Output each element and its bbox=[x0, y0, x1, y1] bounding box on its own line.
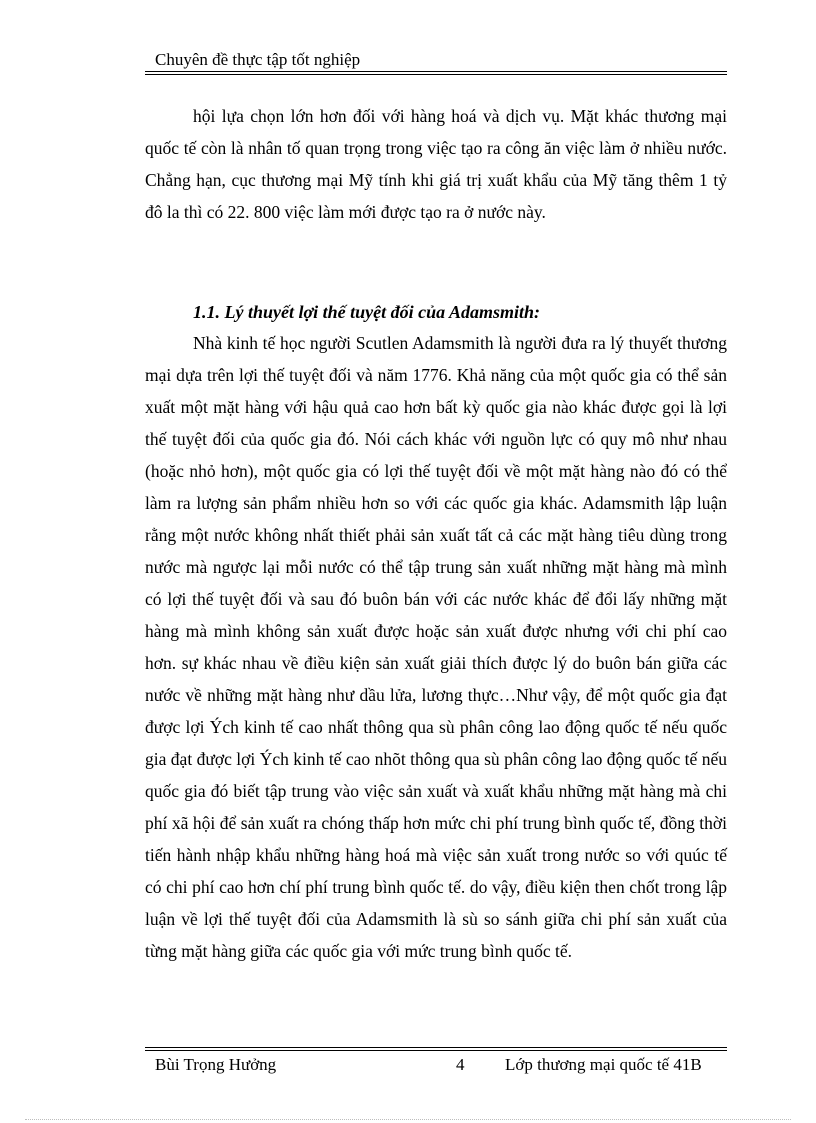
section-paragraph: Nhà kinh tế học người Scutlen Adamsmith là người đưa ra lý thuyết thương mại dựa trên lợi thế tuyệt đối và năm 1776. Khả năng của một quốc gia có thể sản xuất một mặt hàng với hậu quả cao hơn bất kỳ quốc gia nào khác được gọi là lợi thế tuyệt đối của quốc gia đó. Nói cách khác với nguồn lực có quy mô như nhau (hoặc nhỏ hơn), một quốc gia có lợi thế tuyệt đối về một mặt hàng nào đó có thể làm ra lượng sản phẩm nhiều hơn so với các quốc gia khác. Adamsmith lập luận rằng một nước không nhất thiết phải sản xuất tất cả các mặt hàng tiêu dùng trong nước mà ngược lại mỗi nước có thể tập trung sản xuất những mặt hàng mà mình có lợi thế tuyệt đối và sau đó buôn bán với các nước khác để đổi lấy những mặt hàng mà mình không sản xuất được hoặc sản xuất được nhưng với chi phí cao hơn. sự khác nhau về điều kiện sản xuất giải thích được lý do buôn bán giữa các nước về những mặt hàng như dầu lửa, lương thực…Như vậy, để một quốc gia đạt được lợi Ých kinh tế cao nhất thông qua sù phân công lao động quốc tế nếu quốc gia đạt được lợi Ých kinh tế cao nhõt thông qua sù phân công lao động quốc tế nếu quốc gia đó biết tập trung vào việc sản xuất và xuất khẩu những mặt hàng mà chi phí xã hội để sản xuất ra chóng thấp hơn mức chi phí trung bình quốc tế, đồng thời tiến hành nhập khẩu những hàng hoá mà việc sản xuất trong nước so với quúc tế có chi phí cao hơn chí phí trung bình quốc tế. do vậy, điều kiện then chốt trong lập luận về lợi thế tuyệt đối của Adamsmith là sù so sánh giữa chi phí sản xuất của từng mặt hàng giữa các quốc gia với mức trung bình quốc tế. bbox=[145, 333, 727, 961]
page-bottom-dotted-edge bbox=[25, 1119, 791, 1120]
section-heading: 1.1. Lý thuyết lợi thế tuyệt đối của Adamsmith: bbox=[193, 302, 540, 322]
footer-rule-bottom bbox=[145, 1050, 727, 1051]
footer-class-name: Lớp thương mại quốc tế 41B bbox=[505, 1055, 702, 1074]
footer-rule-top bbox=[145, 1047, 727, 1048]
footer-author: Bùi Trọng Hưởng bbox=[155, 1055, 277, 1074]
page-header-title: Chuyên đề thực tập tốt nghiệp bbox=[155, 50, 361, 69]
paragraph-continued: hội lựa chọn lớn hơn đối với hàng hoá và dịch vụ. Mặt khác thương mại quốc tế còn là nhân tố quan trọng trong việc tạo ra công ăn việc làm ở nhiều nước. Chẳng hạn, cục thương mại Mỹ tính khi giá trị xuất khẩu của Mỹ tăng thêm 1 tỷ đô la thì có 22. 800 việc làm mới được tạo ra ở nước này. bbox=[145, 106, 727, 222]
header-rule-top bbox=[145, 71, 727, 72]
header-rule-bottom bbox=[145, 74, 727, 75]
footer-page-number: 4 bbox=[456, 1055, 465, 1074]
